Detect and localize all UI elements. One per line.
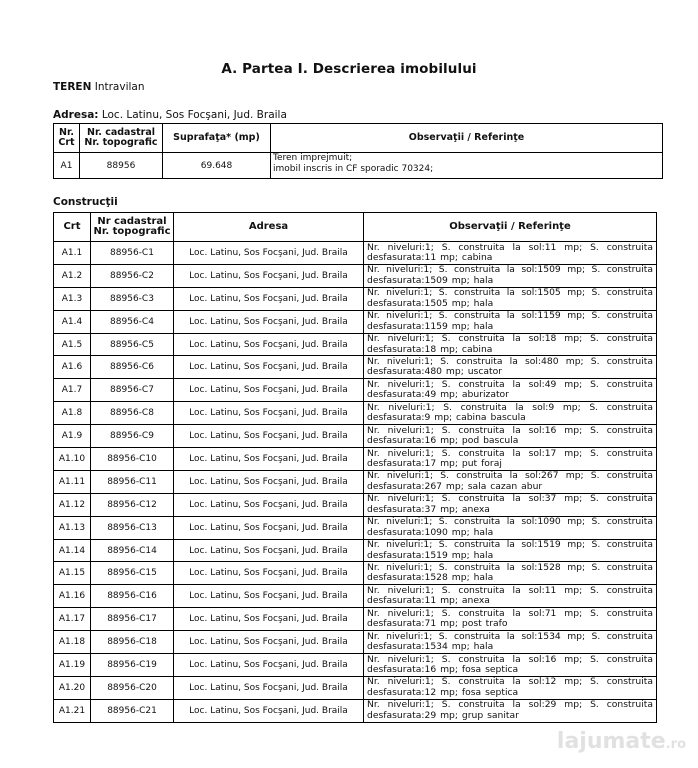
obs-line-2: desfasurata:16 mp; fosa septica xyxy=(367,663,519,675)
table-row xyxy=(54,562,657,585)
cell-nr-cadastral: 88956-C17 xyxy=(91,608,174,631)
cell-crt: A1.1 xyxy=(54,242,91,265)
cell-crt: A1.8 xyxy=(54,402,91,425)
obs-line-1: Nr. niveluri:1; S. construita la sol:11 mp; S. construita xyxy=(367,241,653,253)
cell-crt: A1.9 xyxy=(54,425,91,448)
obs-line-2: desfasurata:11 mp; anexa xyxy=(367,595,490,607)
cell-nr-cadastral: 88956-C18 xyxy=(91,631,174,654)
table-row xyxy=(54,379,657,402)
cell-nr-cadastral: 88956-C14 xyxy=(91,539,174,562)
cell-observatii xyxy=(364,470,657,493)
table-row xyxy=(54,516,657,539)
header-suprafata: Suprafaţa* (mp) xyxy=(163,124,271,153)
cell-observatii xyxy=(364,562,657,585)
cell-nr-cadastral: 88956-C9 xyxy=(91,425,174,448)
header-observatii: Observaţii / Referinţe xyxy=(364,213,657,242)
table-row xyxy=(54,287,657,310)
cell-crt: A1.2 xyxy=(54,264,91,287)
obs-line-2: desfasurata:9 mp; cabina bascula xyxy=(367,412,526,424)
obs-line-1: Nr. niveluri:1; S. construita la sol:1528 mp; S. construita xyxy=(367,562,653,573)
cell-nr-cadastral: 88956-C15 xyxy=(91,562,174,585)
cell-observatii xyxy=(364,425,657,448)
cell-crt: A1.3 xyxy=(54,287,91,310)
obs-line-2: imobil inscris in CF sporadic 70324; xyxy=(273,163,434,174)
cell-observatii xyxy=(364,310,657,333)
cell-observatii xyxy=(364,402,657,425)
cell-nr-cadastral: 88956-C7 xyxy=(91,379,174,402)
obs-line-1: Nr. niveluri:1; S. construita la sol:12 mp; S. construita xyxy=(367,676,653,688)
cell-nr-crt: A1 xyxy=(54,153,80,179)
table-row xyxy=(54,676,657,699)
cell-crt: A1.14 xyxy=(54,539,91,562)
obs-line-2: desfasurata:16 mp; pod bascula xyxy=(367,435,519,447)
constructii-table-header xyxy=(54,213,657,242)
obs-line-2: desfasurata:1505 mp; hala xyxy=(367,297,494,309)
obs-line-2: desfasurata:1159 mp; hala xyxy=(367,320,494,332)
cell-crt: A1.19 xyxy=(54,654,91,677)
cell-adresa: Loc. Latinu, Sos Focşani, Jud. Braila xyxy=(174,608,364,631)
obs-line-1: Nr. niveluri:1; S. construita la sol:17 mp; S. construita xyxy=(367,447,653,459)
cell-adresa: Loc. Latinu, Sos Focşani, Jud. Braila xyxy=(174,585,364,608)
cell-nr-cadastral: 88956-C11 xyxy=(91,470,174,493)
table-row xyxy=(54,402,657,425)
cell-adresa: Loc. Latinu, Sos Focşani, Jud. Braila xyxy=(174,699,364,722)
cell-observatii xyxy=(364,676,657,699)
cell-adresa: Loc. Latinu, Sos Focşani, Jud. Braila xyxy=(174,562,364,585)
cell-nr-cadastral: 88956-C19 xyxy=(91,654,174,677)
cell-adresa: Loc. Latinu, Sos Focşani, Jud. Braila xyxy=(174,425,364,448)
obs-line-1: Teren imprejmuit; xyxy=(273,153,353,163)
cell-nr-cadastral: 88956 xyxy=(80,153,163,179)
cell-crt: A1.4 xyxy=(54,310,91,333)
cell-crt: A1.21 xyxy=(54,699,91,722)
cell-nr-cadastral: 88956-C2 xyxy=(91,264,174,287)
cell-nr-cadastral: 88956-C4 xyxy=(91,310,174,333)
table-row xyxy=(54,631,657,654)
cell-adresa: Loc. Latinu, Sos Focşani, Jud. Braila xyxy=(174,379,364,402)
watermark-logo xyxy=(557,729,686,754)
cell-nr-cadastral: 88956-C21 xyxy=(91,699,174,722)
obs-line-1: Nr. niveluri:1; S. construita la sol:16 mp; S. construita xyxy=(367,424,653,436)
obs-line-2: desfasurata:1090 mp; hala xyxy=(367,526,494,538)
obs-line-1: Nr. niveluri:1; S. construita la sol:71 mp; S. construita xyxy=(367,607,653,619)
constructii-title: Construcţii xyxy=(53,196,118,208)
cell-adresa: Loc. Latinu, Sos Focşani, Jud. Braila xyxy=(174,654,364,677)
table-row xyxy=(54,425,657,448)
cell-observatii xyxy=(364,585,657,608)
obs-line-2: desfasurata:1534 mp; hala xyxy=(367,641,494,653)
obs-line-1: Nr. niveluri:1; S. construita la sol:1509 mp; S. construita xyxy=(367,264,653,276)
cell-adresa: Loc. Latinu, Sos Focşani, Jud. Braila xyxy=(174,333,364,356)
obs-line-2: desfasurata:11 mp; cabina xyxy=(367,251,493,263)
table-row xyxy=(54,608,657,631)
cell-crt: A1.20 xyxy=(54,676,91,699)
teren-table-row xyxy=(54,153,663,179)
obs-line-1: Nr. niveluri:1; S. construita la sol:267 mp; S. construita xyxy=(367,470,653,482)
cell-crt: A1.16 xyxy=(54,585,91,608)
cell-nr-cadastral: 88956-C13 xyxy=(91,516,174,539)
cell-adresa: Loc. Latinu, Sos Focşani, Jud. Braila xyxy=(174,264,364,287)
cell-adresa: Loc. Latinu, Sos Focşani, Jud. Braila xyxy=(174,448,364,471)
obs-line-2: desfasurata:480 mp; uscator xyxy=(367,366,503,378)
table-row xyxy=(54,242,657,265)
obs-line-1: Nr. niveluri:1; S. construita la sol:37 mp; S. construita xyxy=(367,493,653,505)
obs-line-2: desfasurata:18 mp; cabina xyxy=(367,343,493,355)
obs-line-1: Nr. niveluri:1; S. construita la sol:29 mp; S. construita xyxy=(367,699,653,711)
obs-line-2: desfasurata:37 mp; anexa xyxy=(367,503,490,515)
cell-crt: A1.13 xyxy=(54,516,91,539)
cell-nr-cadastral: 88956-C10 xyxy=(91,448,174,471)
cell-observatii xyxy=(364,539,657,562)
header-adresa: Adresa xyxy=(174,213,364,242)
obs-line-2: desfasurata:1509 mp; hala xyxy=(367,274,494,286)
cell-observatii xyxy=(364,379,657,402)
cell-nr-cadastral: 88956-C8 xyxy=(91,402,174,425)
cell-observatii xyxy=(364,448,657,471)
header-nr-cadastral: Nr. cadastral Nr. topografic xyxy=(80,124,163,153)
obs-line-1: Nr. niveluri:1; S. construita la sol:11 mp; S. construita xyxy=(367,584,653,596)
obs-line-1: Nr. niveluri:1; S. construita la sol:9 mp; S. construita xyxy=(367,401,653,413)
table-row xyxy=(54,493,657,516)
cell-adresa: Loc. Latinu, Sos Focşani, Jud. Braila xyxy=(174,539,364,562)
cell-adresa: Loc. Latinu, Sos Focşani, Jud. Braila xyxy=(174,470,364,493)
cell-crt: A1.15 xyxy=(54,562,91,585)
obs-line-1: Nr. niveluri:1; S. construita la sol:1505 mp; S. construita xyxy=(367,287,653,299)
table-row xyxy=(54,539,657,562)
table-row xyxy=(54,470,657,493)
teren-value: Intravilan xyxy=(94,81,145,93)
cell-nr-cadastral: 88956-C16 xyxy=(91,585,174,608)
cell-nr-cadastral: 88956-C5 xyxy=(91,333,174,356)
table-row xyxy=(54,699,657,722)
cell-nr-cadastral: 88956-C20 xyxy=(91,676,174,699)
obs-line-2: desfasurata:1519 mp; hala xyxy=(367,549,494,561)
table-row xyxy=(54,333,657,356)
cell-observatii xyxy=(364,493,657,516)
teren-table xyxy=(53,123,663,179)
cell-adresa: Loc. Latinu, Sos Focşani, Jud. Braila xyxy=(174,676,364,699)
watermark-domain: .ro xyxy=(665,737,686,752)
teren-table-header xyxy=(54,124,663,153)
cell-observatii xyxy=(364,654,657,677)
obs-line-1: Nr. niveluri:1; S. construita la sol:1519 mp; S. construita xyxy=(367,539,653,551)
cell-observatii xyxy=(364,699,657,722)
table-row xyxy=(54,356,657,379)
obs-line-2: desfasurata:49 mp; aburizator xyxy=(367,389,509,401)
cell-observatii xyxy=(364,287,657,310)
adresa-line xyxy=(53,109,287,121)
cell-adresa: Loc. Latinu, Sos Focşani, Jud. Braila xyxy=(174,242,364,265)
cell-crt: A1.18 xyxy=(54,631,91,654)
header-nr-crt: Nr. Crt xyxy=(54,124,80,153)
obs-line-2: desfasurata:267 mp; sala cazan abur xyxy=(367,480,543,492)
cell-observatii xyxy=(364,356,657,379)
cell-adresa: Loc. Latinu, Sos Focşani, Jud. Braila xyxy=(174,356,364,379)
table-row xyxy=(54,310,657,333)
obs-line-1: Nr. niveluri:1; S. construita la sol:1090 mp; S. construita xyxy=(367,516,653,528)
cell-crt: A1.17 xyxy=(54,608,91,631)
obs-line-2: desfasurata:12 mp; fosa septica xyxy=(367,686,519,698)
cell-observatii xyxy=(364,242,657,265)
teren-label: TEREN xyxy=(53,81,92,93)
cell-crt: A1.7 xyxy=(54,379,91,402)
cell-adresa: Loc. Latinu, Sos Focşani, Jud. Braila xyxy=(174,631,364,654)
cell-crt: A1.10 xyxy=(54,448,91,471)
teren-line xyxy=(53,81,145,93)
cell-adresa: Loc. Latinu, Sos Focşani, Jud. Braila xyxy=(174,493,364,516)
cell-observatii xyxy=(364,264,657,287)
constructii-table-body xyxy=(54,242,657,723)
table-row xyxy=(54,585,657,608)
cell-observatii xyxy=(364,333,657,356)
cell-suprafata: 69.648 xyxy=(163,153,271,179)
obs-line-1: Nr. niveluri:1; S. construita la sol:1159 mp; S. construita xyxy=(367,310,653,322)
cell-adresa: Loc. Latinu, Sos Focşani, Jud. Braila xyxy=(174,516,364,539)
cell-observatii xyxy=(364,608,657,631)
watermark-text: lajumate xyxy=(556,729,666,754)
cell-observatii xyxy=(364,631,657,654)
table-row xyxy=(54,264,657,287)
obs-line-1: Nr. niveluri:1; S. construita la sol:1534 mp; S. construita xyxy=(367,630,653,642)
obs-line-1: Nr. niveluri:1; S. construita la sol:16 mp; S. construita xyxy=(367,653,653,665)
obs-line-2: desfasurata:29 mp; grup sanitar xyxy=(367,709,519,721)
cell-crt: A1.12 xyxy=(54,493,91,516)
obs-line-1: Nr. niveluri:1; S. construita la sol:480 mp; S. construita xyxy=(367,355,653,367)
obs-line-1: Nr. niveluri:1; S. construita la sol:49 mp; S. construita xyxy=(367,378,653,390)
adresa-label: Adresa: xyxy=(53,109,99,121)
cell-crt: A1.6 xyxy=(54,356,91,379)
obs-line-2: desfasurata:71 mp; post trafo xyxy=(367,618,508,630)
cell-observatii xyxy=(271,153,663,179)
table-row xyxy=(54,448,657,471)
header-observatii: Observaţii / Referinţe xyxy=(271,124,663,153)
cell-nr-cadastral: 88956-C12 xyxy=(91,493,174,516)
cell-nr-cadastral: 88956-C1 xyxy=(91,242,174,265)
cell-nr-cadastral: 88956-C6 xyxy=(91,356,174,379)
cell-nr-cadastral: 88956-C3 xyxy=(91,287,174,310)
table-row xyxy=(54,654,657,677)
obs-line-2: desfasurata:17 mp; put foraj xyxy=(367,457,502,469)
cell-adresa: Loc. Latinu, Sos Focşani, Jud. Braila xyxy=(174,310,364,333)
adresa-value: Loc. Latinu, Sos Focşani, Jud. Braila xyxy=(101,109,287,121)
obs-line-2: desfasurata:1528 mp; hala xyxy=(367,572,494,584)
cell-crt: A1.11 xyxy=(54,470,91,493)
constructii-table xyxy=(53,212,657,723)
cell-crt: A1.5 xyxy=(54,333,91,356)
page-title: A. Partea I. Descrierea imobilului xyxy=(221,61,477,77)
obs-line-1: Nr. niveluri:1; S. construita la sol:18 mp; S. construita xyxy=(367,333,653,345)
header-nr-cadastral: Nr cadastral Nr. topografic xyxy=(91,213,174,242)
header-crt: Crt xyxy=(54,213,91,242)
cell-observatii xyxy=(364,516,657,539)
cell-adresa: Loc. Latinu, Sos Focşani, Jud. Braila xyxy=(174,402,364,425)
cell-adresa: Loc. Latinu, Sos Focşani, Jud. Braila xyxy=(174,287,364,310)
